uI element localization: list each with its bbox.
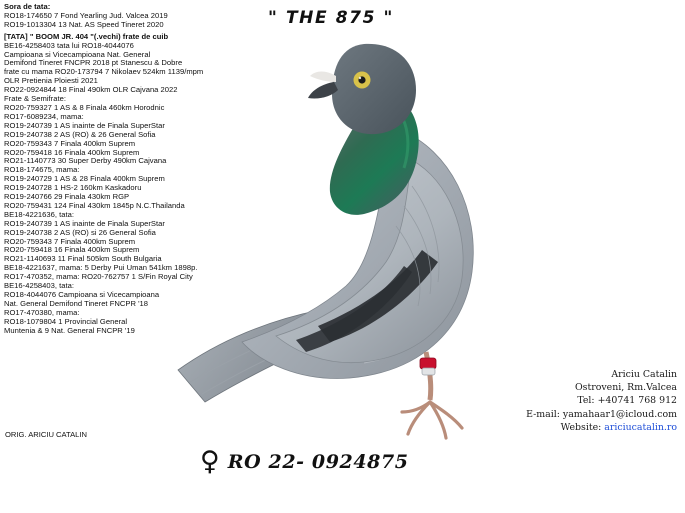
pedigree-header: Sora de tata: xyxy=(4,2,51,11)
pedigree-line: RO19-1013304 13 Nat. AS Speed Tineret 2020 xyxy=(4,19,164,29)
ring-number-line xyxy=(200,448,409,475)
pedigree-line: RO18-174650 7 Fond Yearling Jud. Valcea 2019 xyxy=(4,10,168,20)
female-sex-icon: ♀ xyxy=(200,446,220,477)
pedigree-line: RO19-240728 1 HS-2 160km Kaskadoru xyxy=(4,183,142,193)
pedigree-line: RO19-240739 1 AS inainte de Finala SuperStar xyxy=(4,218,165,228)
pedigree-line: Muntenia & 9 Nat. General FNCPR '19 xyxy=(4,325,135,335)
pedigree-line: RO17-470352, mama: RO20-762757 1 S/Fin Royal City xyxy=(4,272,193,282)
owner-address: Ostroveni, Rm.Valcea xyxy=(574,382,677,394)
pedigree-line: RO19-240729 1 AS & 28 Finala 400km Suprem xyxy=(4,174,165,184)
owner-phone: Tel: +40741 768 912 xyxy=(577,395,677,407)
pedigree-line: Campioana si Vicecampioana Nat. General xyxy=(4,49,151,59)
pedigree-line: RO19-240738 2 AS (RO) & 26 General Sofia xyxy=(4,129,156,139)
pedigree-line: RO17-470380, mama: xyxy=(4,307,80,317)
pedigree-line: RO20-759343 7 Finala 400km Suprem xyxy=(4,138,136,148)
owner-block xyxy=(447,368,677,434)
pedigree-line: RO18-1079804 1 Provincial General xyxy=(4,316,128,326)
pedigree-line: BE16-4258403, tata: xyxy=(4,281,75,291)
owner-website-link[interactable]: ariciucatalin.ro xyxy=(604,421,677,433)
pedigree-line: [TATA] " BOOM JR. 404 "(.vechi) frate de cuib xyxy=(4,31,169,41)
pedigree-line: RO17-6089234, mama: xyxy=(4,111,84,121)
page-title: " THE 875 " xyxy=(268,8,394,28)
ring-number: RO 22- 0924875 xyxy=(227,450,409,473)
pedigree-line: RO18-174675, mama: xyxy=(4,165,80,175)
pedigree-line: RO20-759327 1 AS & 8 Finala 460km Horodnic xyxy=(4,102,165,112)
pedigree-line: RO20-759418 16 Finala 400km Suprem xyxy=(4,245,140,255)
pedigree-line: frate cu mama RO20-173794 7 Nikolaev 524km 1139/mpm xyxy=(4,67,204,77)
pedigree-line: BE18-4221636, tata: xyxy=(4,209,75,219)
pedigree-line: RO18-4044076 Campioana si Vicecampioana xyxy=(4,290,160,299)
owner-website-row xyxy=(447,421,677,434)
pedigree-line: RO20-759343 7 Finala 400km Suprem xyxy=(4,236,136,246)
owner-name: Ariciu Catalin xyxy=(611,369,677,380)
pedigree-line: RO22-0924844 18 Final 490km OLR Cajvana 2022 xyxy=(4,85,178,95)
pedigree-line: RO19-240766 29 Finala 430km RGP xyxy=(4,192,130,202)
pedigree-line: RO21-1140693 11 Final 505km South Bulgaria xyxy=(4,254,162,264)
pedigree-line: Demifond Tineret FNCPR 2018 pt Stanescu & Dobre xyxy=(4,58,183,68)
pedigree-line: Nat. General Demifond Tineret FNCPR '18 xyxy=(4,298,149,308)
owner-website-label: Website: xyxy=(560,421,602,433)
pedigree-line: RO20-759418 16 Finala 400km Suprem xyxy=(4,147,140,157)
pedigree-line: RO19-240739 1 AS inainte de Finala SuperStar xyxy=(4,120,165,130)
pedigree-line: Frate & Semifrate: xyxy=(4,94,66,104)
pedigree-line: BE16-4258403 tata lui RO18-4044076 xyxy=(4,40,134,50)
pedigree-line: RO20-759431 124 Final 430km 1845p N.C.Thailanda xyxy=(4,200,185,210)
pedigree-line: OLR Pretienia Ploiesti 2021 xyxy=(4,76,98,86)
owner-email: E-mail: yamahaar1@icloud.com xyxy=(526,408,677,420)
pedigree-line: BE18-4221637, mama: 5 Derby Pui Uman 541km 1898p. xyxy=(4,263,198,273)
origin-note: ORIG. ARICIU CATALIN xyxy=(5,430,87,439)
pedigree-line: RO19-240738 2 AS (RO) si 26 General Sofia xyxy=(4,227,156,237)
pedigree-line: RO21-1140773 30 Super Derby 490km Cajvana xyxy=(4,156,167,166)
